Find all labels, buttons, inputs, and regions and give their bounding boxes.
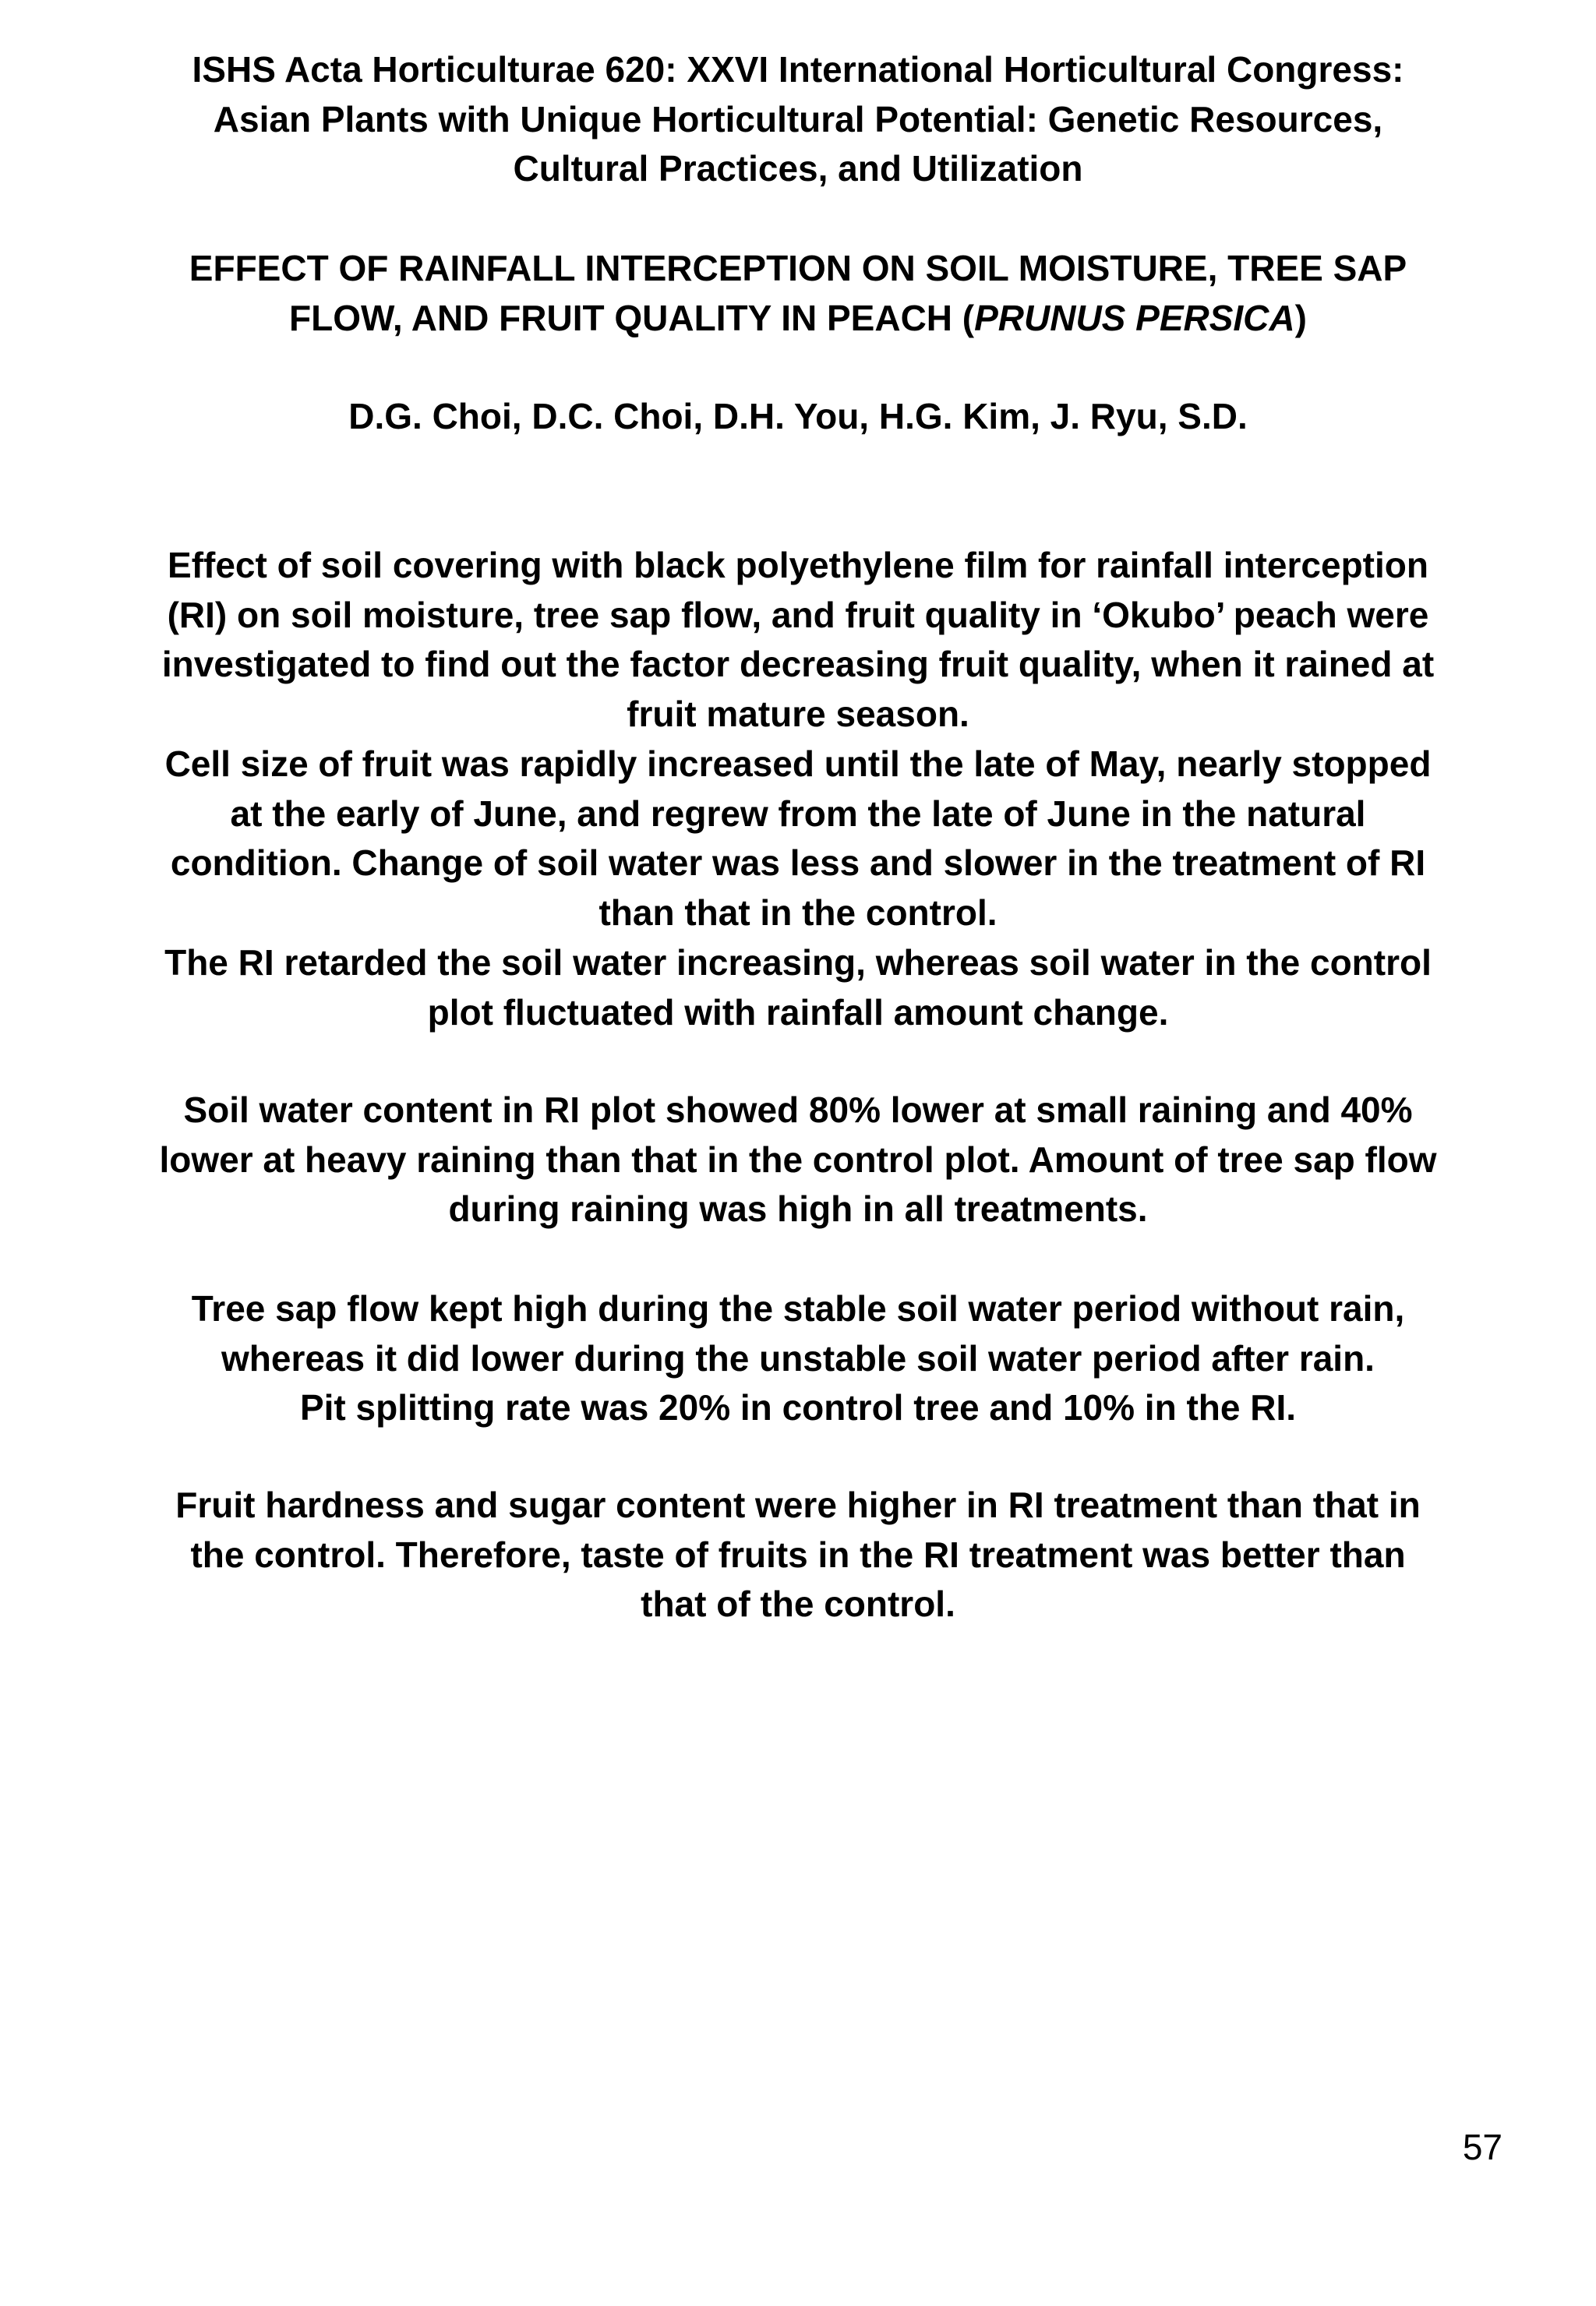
abstract-line: Fruit hardness and sugar content were higher in RI treatment than that in: [175, 1485, 1421, 1525]
title-line-1: EFFECT OF RAINFALL INTERCEPTION ON SOIL MOISTURE, TREE SAP: [189, 248, 1407, 288]
abstract-line: investigated to find out the factor decreasing fruit quality, when it rained at: [161, 644, 1435, 684]
authors: [47, 392, 1549, 442]
abstract-line: Soil water content in RI plot showed 80% lower at small raining and 40%: [183, 1089, 1413, 1130]
paper-title: [47, 244, 1549, 343]
abstract-paragraph-1: [47, 541, 1549, 739]
abstract-line: Tree sap flow kept high during the stable soil water period without rain,: [191, 1288, 1405, 1329]
abstract-line: condition. Change of soil water was less and slower in the treatment of RI: [170, 842, 1426, 883]
abstract-line: whereas it did lower during the unstable soil water period after rain.: [221, 1337, 1375, 1379]
abstract-paragraph-1-end: [47, 938, 1549, 1037]
abstract-line: that of the control.: [641, 1584, 955, 1624]
abstract-line: plot fluctuated with rainfall amount change.: [427, 991, 1169, 1033]
page-number: 57: [1462, 2127, 1502, 2167]
abstract-line: Cell size of fruit was rapidly increased until the late of May, nearly stopped: [164, 743, 1432, 784]
proceedings-line: Asian Plants with Unique Horticultural Potential: Genetic Resources,: [213, 98, 1383, 139]
abstract-line: lower at heavy raining than that in the control plot. Amount of tree sap flow: [159, 1139, 1437, 1180]
author-list: D.G. Choi, D.C. Choi, D.H. You, H.G. Kim, J. Ryu, S.D.: [348, 396, 1248, 436]
abstract-paragraph-1-cont: [47, 740, 1549, 938]
proceedings-line: ISHS Acta Horticulturae 620: XXVI International Horticultural Congress:: [192, 49, 1404, 90]
proceedings-header: [47, 45, 1549, 194]
abstract-line: (RI) on soil moisture, tree sap flow, and fruit quality in ‘Okubo’ peach were: [167, 594, 1429, 635]
title-suffix: ): [1294, 297, 1307, 338]
abstract-line: the control. Therefore, taste of fruits in the RI treatment was better than: [190, 1534, 1406, 1575]
abstract-line: Effect of soil covering with black polyethylene film for rainfall interception: [168, 545, 1428, 585]
title-prefix: FLOW, AND FRUIT QUALITY IN PEACH (: [289, 297, 975, 338]
abstract-line: at the early of June, and regrew from the late of June in the natural: [230, 793, 1366, 834]
abstract-line: The RI retarded the soil water increasing, whereas soil water in the control: [164, 942, 1432, 983]
species-name: PRUNUS PERSICA: [974, 297, 1295, 338]
abstract-paragraph-3: [47, 1284, 1549, 1433]
abstract-line: than that in the control.: [598, 892, 998, 933]
proceedings-line: Cultural Practices, and Utilization: [513, 148, 1083, 189]
title-line-2: [47, 294, 1549, 344]
abstract-paragraph-4: [47, 1481, 1549, 1630]
abstract-line: during raining was high in all treatments.: [448, 1188, 1148, 1229]
abstract-line: Pit splitting rate was 20% in control tree and 10% in the RI.: [299, 1387, 1297, 1428]
abstract-paragraph-2: [47, 1086, 1549, 1234]
abstract-line: fruit mature season.: [627, 693, 969, 734]
